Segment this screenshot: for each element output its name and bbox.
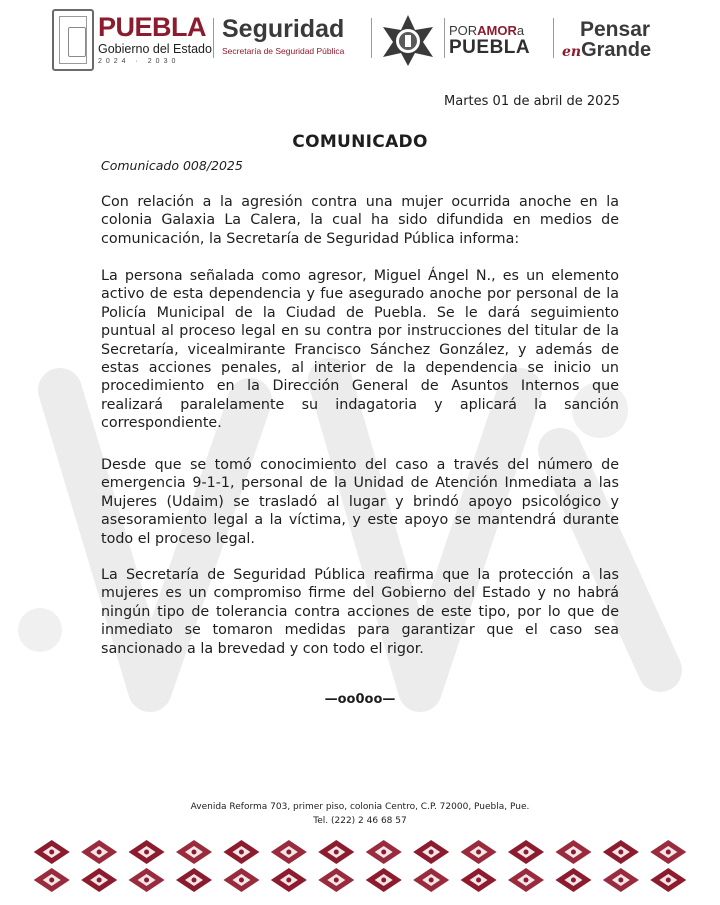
footer-address: Avenida Reforma 703, primer piso, colonia Centro, C.P. 72000, Puebla, Pue.	[190, 802, 530, 812]
document-date: Martes 01 de abril de 2025	[444, 94, 620, 109]
logo-years-text: 2024 · 2030	[98, 58, 180, 65]
paragraph: La Secretaría de Seguridad Pública reafirma que la protección a las mujeres es un compromiso firme del Gobierno del Estado y no habrá ningún tipo de tolerancia contra acciones de este tipo, por lo que de inmediato se tomaron medidas para garantizar que el caso sea sancionado a la brevedad y con todo el rigor.	[101, 567, 619, 657]
document-title: COMUNICADO	[292, 132, 428, 152]
por-amor-a-puebla-logo	[449, 24, 530, 58]
puebla-government-logo	[98, 14, 212, 65]
footer-phone: Tel. (222) 2 46 68 57	[313, 816, 407, 826]
logo-en-text: en	[562, 44, 582, 60]
logo-grande-text: Grande	[581, 39, 652, 61]
logo-pensar-text: Pensar	[580, 18, 651, 41]
header-divider	[444, 18, 445, 58]
seguridad-logo	[222, 16, 344, 56]
header-divider	[213, 18, 214, 58]
ornament-pattern-icon	[28, 838, 692, 894]
logo-seguridad-text: Seguridad	[222, 15, 345, 43]
logo-por-text: POR	[449, 23, 478, 38]
paragraph: Desde que se tomó conocimiento del caso a través del número de emergencia 9-1-1, personal de la Unidad de Atención Inmediata a las Mujeres (Udaim) se trasladó al lugar y brindó apoyo psicológico y asesoramiento legal a la víctima, y este apoyo se mantendrá durante todo el proceso legal.	[101, 457, 619, 547]
logo-puebla-text: PUEBLA	[98, 12, 207, 42]
logo-gobierno-text: Gobierno del Estado	[98, 42, 212, 56]
logo-a-text: a	[516, 23, 525, 38]
police-star-badge-icon	[378, 13, 438, 67]
closing-mark: —oo0oo—	[324, 692, 396, 707]
pensar-en-grande-logo	[562, 20, 651, 62]
logo-puebla2-text: PUEBLA	[449, 37, 531, 58]
logo-secretaria-text: Secretaría de Seguridad Pública	[222, 46, 345, 56]
paragraph: Con relación a la agresión contra una mujer ocurrida anoche en la colonia Galaxia La Calera, la cual ha sido difundida en medios de comunicación, la Secretaría de Seguridad Pública informa:	[101, 194, 619, 247]
paragraph: La persona señalada como agresor, Miguel Ángel N., es un elemento activo de esta dependencia y fue asegurado anoche por personal de la Policía Municipal de la Ciudad de Puebla. Se le dará seguimiento puntual al proceso legal en su contra por instrucciones del titular de la Secretaría, vicealmirante Francisco Sánchez González, y además de estas acciones penales, al interior de la dependencia se inicio un procedimiento en la Dirección General de Asuntos Internos que realizará paralelamente su indagatoria y aplicará la sanción correspondiente.	[101, 268, 619, 432]
logo-amor-text: AMOR	[477, 23, 517, 38]
state-crest-icon	[52, 9, 94, 71]
header-divider	[553, 18, 554, 58]
document-reference: Comunicado 008/2025	[101, 158, 243, 173]
header-divider	[371, 18, 372, 58]
letterhead	[0, 0, 720, 80]
